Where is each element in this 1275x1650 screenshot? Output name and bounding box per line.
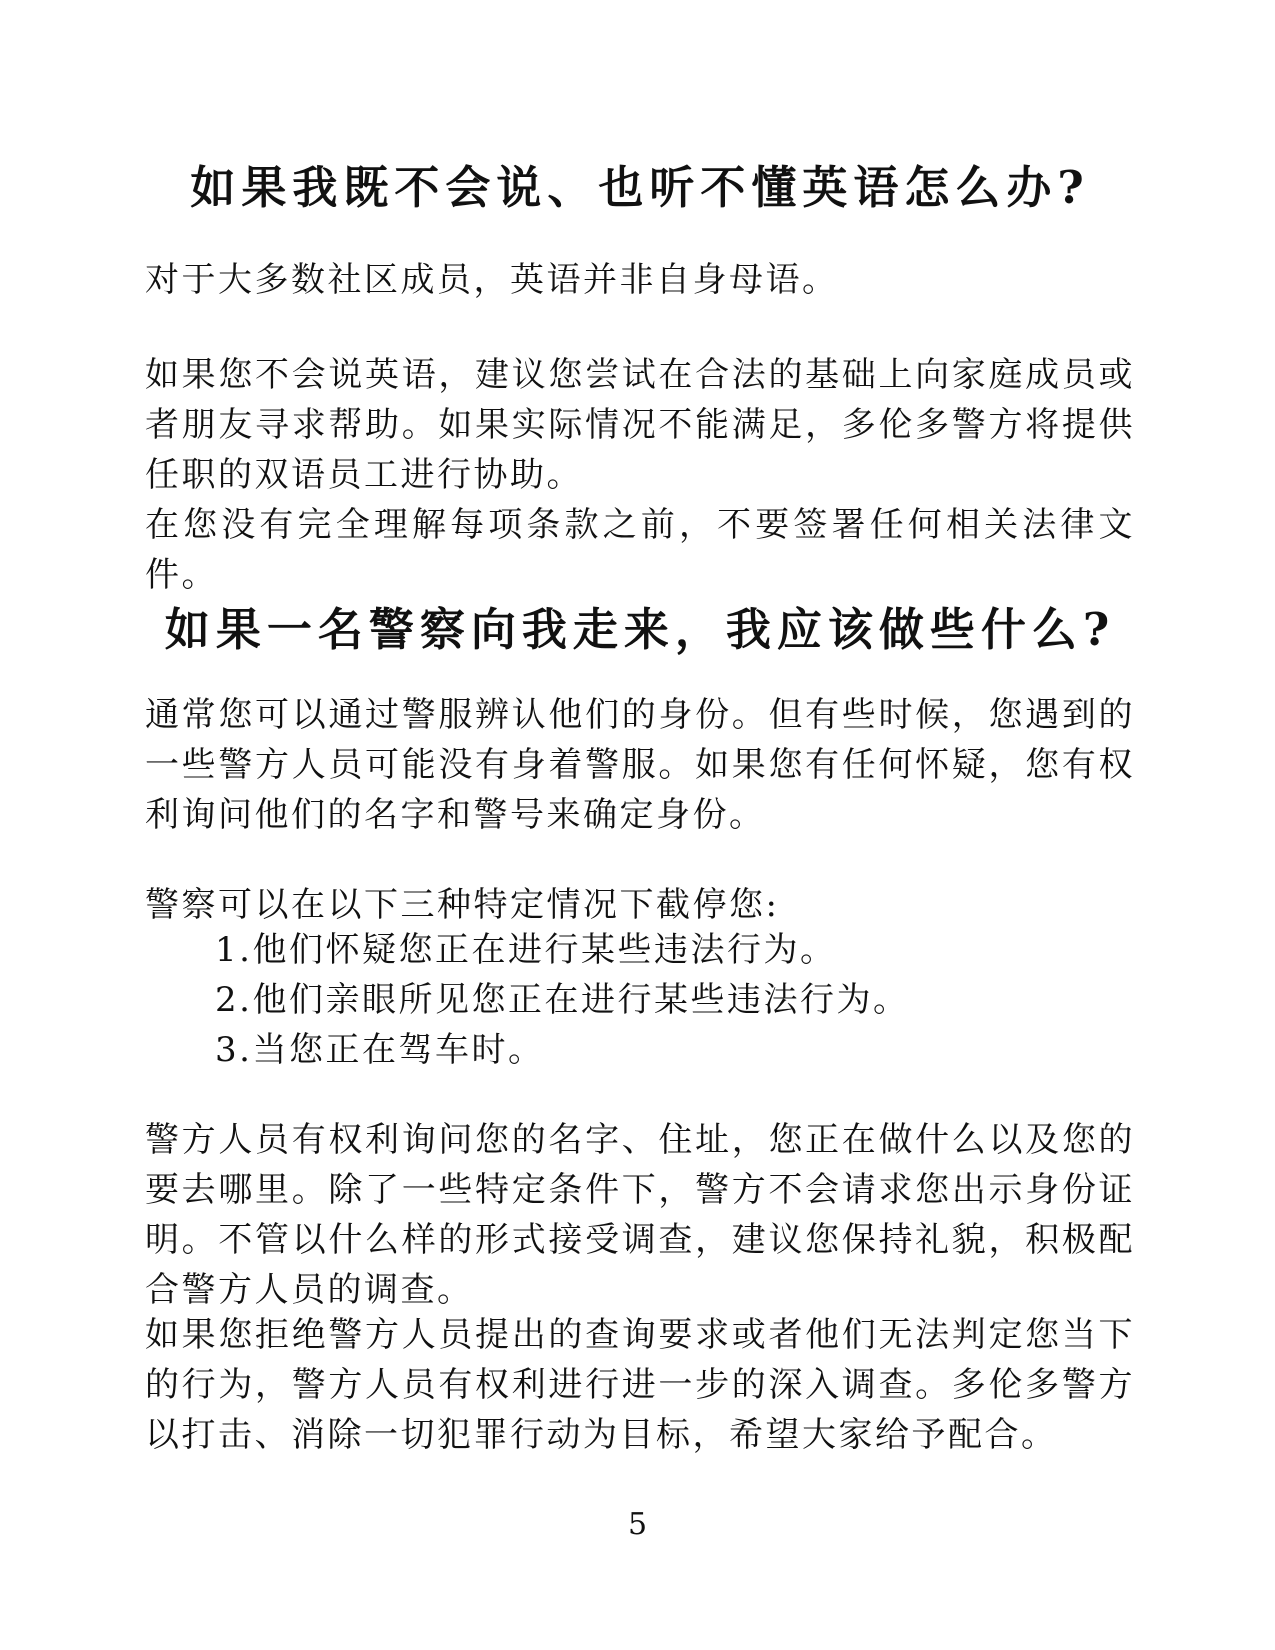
paragraph-stop-conditions-intro: 警察可以在以下三种特定情况下截停您: — [145, 885, 780, 925]
list-item: 1.他们怀疑您正在进行某些违法行为。 — [215, 930, 837, 970]
paragraph-identify-officer: 通常您可以通过警服辨认他们的身份。但有些时候，您遇到的一些警方人员可能没有身着警服。如果您有任何怀疑，您有权利询问他们的名字和警号来确定身份。 — [145, 695, 1135, 835]
stop-conditions-list — [215, 925, 1115, 1075]
section-heading-language: 如果我既不会说、也听不懂英语怎么办? — [190, 161, 1090, 214]
list-item: 2.他们亲眼所见您正在进行某些违法行为。 — [215, 980, 910, 1020]
paragraph-do-not-sign: 在您没有完全理解每项条款之前，不要签署任何相关法律文件。 — [145, 505, 1135, 595]
paragraph-seek-help: 如果您不会说英语，建议您尝试在合法的基础上向家庭成员或者朋友寻求帮助。如果实际情况不能满足，多伦多警方将提供任职的双语员工进行协助。 — [145, 355, 1135, 495]
paragraph-native-language: 对于大多数社区成员，英语并非自身母语。 — [145, 260, 839, 300]
section-heading-police-approach: 如果一名警察向我走来，我应该做些什么? — [164, 603, 1116, 656]
page-number: 5 — [627, 1507, 648, 1542]
list-item: 3.当您正在驾车时。 — [215, 1030, 545, 1070]
paragraph-further-investigation: 如果您拒绝警方人员提出的查询要求或者他们无法判定您当下的行为，警方人员有权利进行进一步的深入调查。多伦多警方以打击、消除一切犯罪行动为目标，希望大家给予配合。 — [145, 1315, 1135, 1455]
paragraph-officer-questions: 警方人员有权利询问您的名字、住址，您正在做什么以及您的要去哪里。除了一些特定条件下，警方不会请求您出示身份证明。不管以什么样的形式接受调查，建议您保持礼貌，积极配合警方人员的调查。 — [145, 1120, 1135, 1310]
